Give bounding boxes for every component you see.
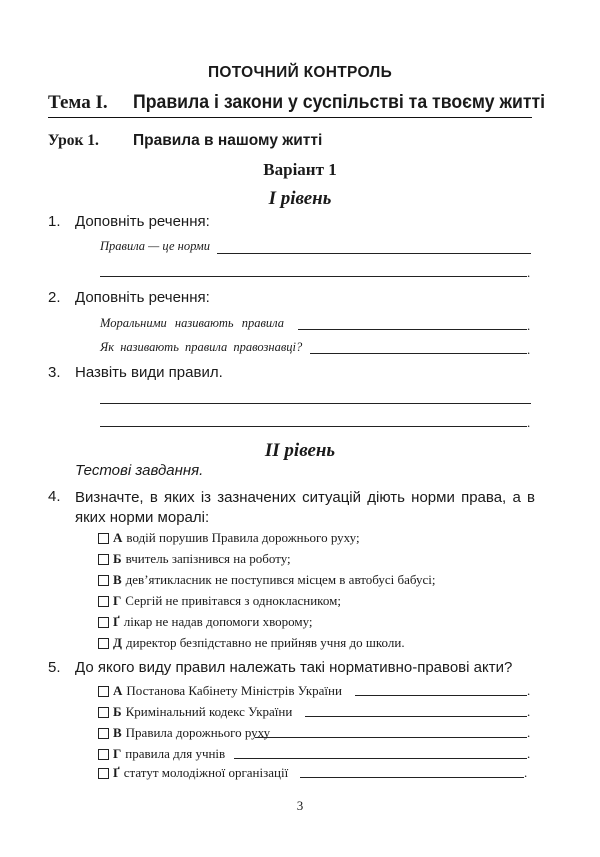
- q5-option-g[interactable]: [98, 765, 288, 781]
- topic-underline: [48, 117, 532, 118]
- option-text: правила для учнів: [125, 746, 226, 761]
- option-text: Кримінальний кодекс України: [125, 704, 293, 719]
- period-mark: .: [527, 746, 531, 761]
- checkbox-icon[interactable]: [98, 617, 109, 628]
- checkbox-icon[interactable]: [98, 707, 109, 718]
- question-2-prompt-2: Як називають правила правознавці?: [100, 340, 303, 354]
- answer-line-2b[interactable]: [310, 353, 527, 354]
- checkbox-icon[interactable]: [98, 596, 109, 607]
- answer-line-5v[interactable]: [255, 737, 527, 738]
- q4-option-h[interactable]: [98, 593, 341, 609]
- period-mark: .: [527, 415, 531, 430]
- answer-line-1a[interactable]: [217, 253, 531, 254]
- checkbox-icon[interactable]: [98, 638, 109, 649]
- option-letter: Ґ: [113, 614, 120, 629]
- variant-title: Варіант 1: [263, 160, 337, 179]
- option-text: вчитель запізнився на роботу;: [125, 551, 291, 566]
- q4-option-d[interactable]: [98, 635, 405, 651]
- checkbox-icon[interactable]: [98, 575, 109, 586]
- option-letter: Г: [113, 593, 122, 608]
- answer-line-5h[interactable]: [234, 758, 527, 759]
- option-letter: Б: [113, 551, 122, 566]
- page-number: 3: [296, 798, 304, 813]
- option-letter: А: [113, 683, 123, 698]
- option-letter: В: [113, 725, 122, 740]
- question-3-text: Назвіть види правил.: [75, 364, 223, 381]
- question-4-text: Визначте, в яких із зазначених ситуацій діють норми права, а в яких норми моралі:: [75, 489, 535, 526]
- period-mark: .: [527, 265, 531, 280]
- question-1-prompt: Правила — це норми: [100, 239, 210, 253]
- topic-label: Тема I.: [48, 92, 108, 113]
- option-text: Сергій не привітався з однокласником;: [125, 593, 341, 608]
- checkbox-icon[interactable]: [98, 728, 109, 739]
- period-mark: .: [527, 318, 531, 333]
- option-letter: Б: [113, 704, 122, 719]
- answer-line-1b[interactable]: [100, 276, 527, 277]
- option-letter: Г: [113, 746, 122, 761]
- option-text: водій порушив Правила дорожнього руху;: [126, 530, 360, 545]
- answer-line-2a[interactable]: [298, 329, 527, 330]
- option-text: Правила дорожнього руху: [125, 725, 271, 740]
- period-mark: .: [527, 342, 531, 357]
- checkbox-icon[interactable]: [98, 768, 109, 779]
- checkbox-icon[interactable]: [98, 686, 109, 697]
- period-mark: .: [524, 765, 528, 780]
- option-letter: А: [113, 530, 123, 545]
- answer-line-5g[interactable]: [300, 777, 524, 778]
- q5-option-v[interactable]: [98, 725, 270, 741]
- option-text: статут молодіжної організації: [123, 765, 289, 780]
- answer-line-5a[interactable]: [355, 695, 527, 696]
- question-2-prompt-1: Моральними називають правила: [100, 316, 285, 330]
- q5-option-a[interactable]: [98, 683, 342, 699]
- checkbox-icon[interactable]: [98, 749, 109, 760]
- question-1-text: Доповніть речення:: [75, 213, 210, 230]
- option-letter: Ґ: [113, 765, 120, 780]
- option-text: директор безпідставно не прийняв учня до школи.: [125, 635, 405, 650]
- q5-option-b[interactable]: [98, 704, 292, 720]
- option-letter: Д: [113, 635, 122, 650]
- level-2-title: ІІ рівень: [264, 440, 336, 461]
- q4-option-v[interactable]: [98, 572, 436, 588]
- question-5-text: До якого виду правил належать такі нормативно-правові акти?: [75, 659, 513, 676]
- tests-label: Тестові завдання.: [75, 462, 204, 479]
- q5-option-h[interactable]: [98, 746, 225, 762]
- question-2-number: 2.: [48, 289, 61, 306]
- period-mark: .: [527, 704, 531, 719]
- answer-line-3a[interactable]: [100, 403, 531, 404]
- checkbox-icon[interactable]: [98, 554, 109, 565]
- option-text: дев’ятикласник не поступився місцем в автобусі бабусі;: [125, 572, 436, 587]
- q4-option-a[interactable]: [98, 530, 360, 546]
- topic-title: Правила і закони у суспільстві та твоєму житті: [133, 92, 546, 113]
- level-1-title: І рівень: [268, 188, 332, 209]
- option-text: лікар не надав допомоги хворому;: [123, 614, 313, 629]
- q4-option-b[interactable]: [98, 551, 291, 567]
- question-3-number: 3.: [48, 364, 61, 381]
- checkbox-icon[interactable]: [98, 533, 109, 544]
- question-2-text: Доповніть речення:: [75, 289, 210, 306]
- period-mark: .: [527, 725, 531, 740]
- question-4-number: 4.: [48, 488, 61, 505]
- answer-line-5b[interactable]: [305, 716, 527, 717]
- page-header: ПОТОЧНИЙ КОНТРОЛЬ: [207, 64, 393, 81]
- answer-line-3b[interactable]: [100, 426, 527, 427]
- period-mark: .: [527, 683, 531, 698]
- lesson-label: Урок 1.: [48, 132, 99, 149]
- question-5-number: 5.: [48, 659, 61, 676]
- option-text: Постанова Кабінету Міністрів України: [126, 683, 342, 698]
- question-1-number: 1.: [48, 213, 61, 230]
- q4-option-g[interactable]: [98, 614, 313, 630]
- lesson-title: Правила в нашому житті: [133, 132, 323, 149]
- option-letter: В: [113, 572, 122, 587]
